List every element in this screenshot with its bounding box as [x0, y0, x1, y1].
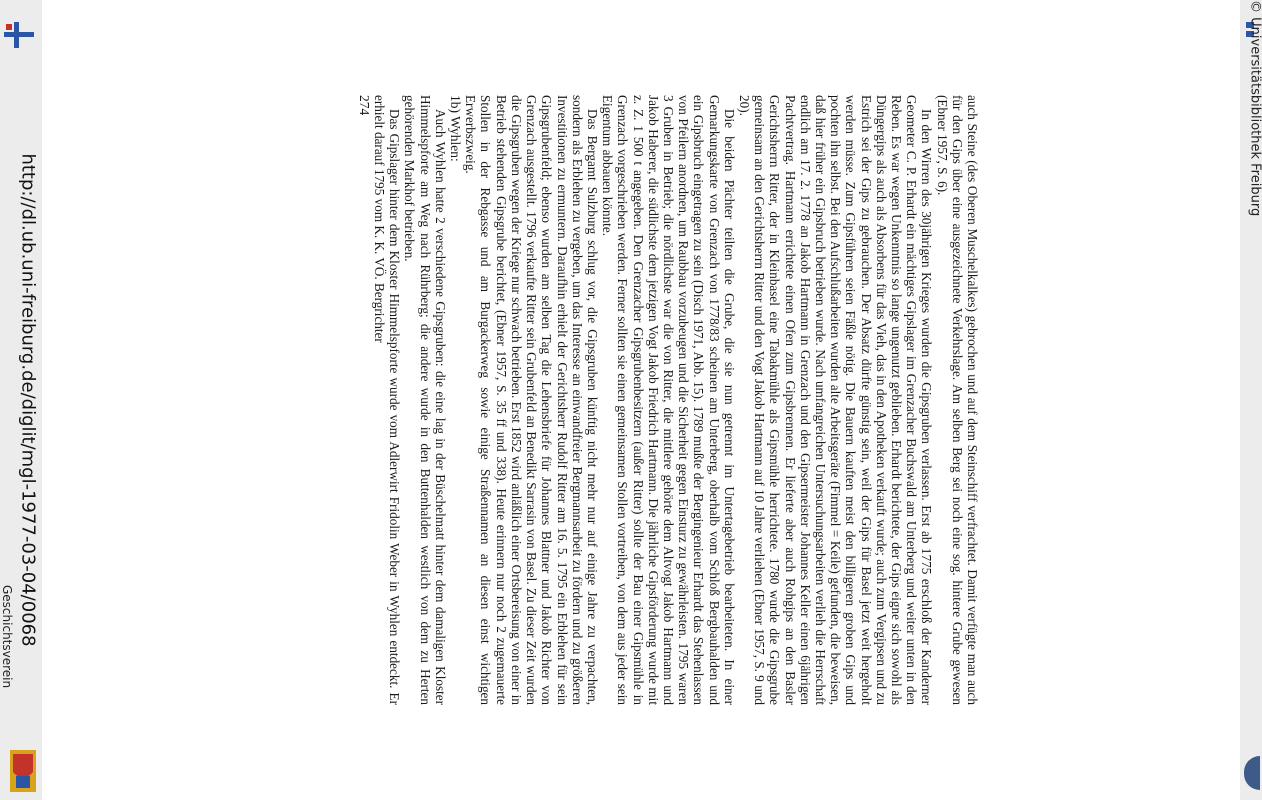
paragraph-2: In den Wirren des 30jährigen Krieges wurden die Gipsgruben verlassen. Erst ab 1775 erschloß der Kanderner Geometer C. P. Erhardt ein mächtiges Gipslager im Grenzacher Buchswald am Unterberg und weiter unten in den Reben. Es war wegen Unkenntnis so lange ungenutzt geblieben. Erhardt berichtete, der Gips eigne sich sowohl als Düngergips als auch als Absorbens für das Vieh, das in den Apotheken verkauft wurde; auch zum Vergipsen und zu Estrich sei der Gips zu gebrauchen. Der Absatz dürfte günstig sein, weil der Gips für Basel jetzt weit hergeholt werden müsse. Zum Gipsführen seien Fäßle nötig. Die Bauern kauften meist den billigeren groben Gips und pochten ihn selbst. Bei den Aufschlußarbeiten wurden alte Arbeitsgeräte (Fimmel = Keile) gefunden, die beweisen, daß hier früher ein Gipsbruch betrieben wurde. Nach umfangreichen Untersuchungsarbeiten verlieh die Herrschaft endlich am 17. 2. 1778 an Jakob Hartmann in Grenzach und den Gipsermeister Johannes Keller einen 6jährigen Pachtvertrag. Hartmann errichtete einen Ofen zum Gipsbrennen. Er lieferte aber auch Rohgips an den Basler Gerichtsherrn Ritter, der in Kleinbasel eine Tabakmühle als Gipsmühle herrichtete. 1780 wurde die Gipsgrube gemeinsam an den Gerichtsherrn Ritter und den Vogt Jakob Hartmann auf 10 Jahre verliehen (Ebner 1957, S. 9 und 20).: [736, 95, 935, 705]
scanned-page: [356, 95, 980, 705]
paragraph-1: auch Steine (des Oberen Muschelkalkes) gebrochen und auf dem Steinschiff verfrachtet. Damit verfügte man auch für den Gips über eine ausgezeichnete Verkehrslage. Am selben Berg sei noch eine sog. hintere Grube gewesen (Ebner 1957, S. 6).: [934, 95, 980, 705]
copyright-notice: © Universitätsbibliothek Freiburg: [1247, 0, 1262, 217]
page-text: [357, 95, 980, 705]
document-url[interactable]: http://dl.ub.uni-freiburg.de/diglit/mgl-1977-03-04/0068: [17, 153, 39, 647]
paragraph-3: Die beiden Pächter teilten die Grube, die sie nun getrennt im Untertagebetrieb bearbeiteten. In einer Gemarkungskarte von Grenzach von 1778/83 scheinen am Unterberg, oberhalb vom Schloß Bergbauhalden und ein Gipsbruch eingetragen zu sein (Disch 1971, Abb. 15). 1789 mußte der Bergingenieur Erhardt das Stehenlassen von Pfeilern anordnen, um Raubbau vorzubeugen und die Sicherheit gegen Einsturz zu gewährleisten. 1795 waren 3 Gruben in Betrieb; die nördlichste war die von Ritter, die mittlere gehörte dem Altvogt Jakob Hartmann und Jakob Haberer, die südlichste dem jetzigen Vogt Jakob Friedrich Hartmann. Die jährliche Gipsförderung wurde mit z. Z. 1 500 t angegeben. Den Grenzacher Gipsgrubenbesitzern (außer Ritter) sollte der Bau einer Gipsmühle in Grenzach vorgeschrieben werden. Ferner sollten sie einen gemeinsamen Stollen vortreiben, von dem aus jeder sein Eigentum abbauen könnte.: [600, 95, 737, 705]
section-paragraph-2: Das Gipslager hinter dem Kloster Himmelspforte wurde vom Adlerwirt Fridolin Weber in Wyhlen entdeckt. Er erhielt darauf 1795 vom K. K. VÖ. Bergrichter: [372, 95, 403, 705]
section-heading: 1b) Wyhlen:: [448, 95, 464, 162]
paragraph-4: Das Bergamt Sulzburg schlug vor, die Gipsgruben künftig nicht mehr nur auf einige Jahre zu verpachten, sondern als Erblehen zu vergeben, um das Interesse an einwandfreier Bergmannsarbeit zu fördern und zu größeren Investitionen zu ermuntern. Daraufhin erhielt der Gerichtsherr Rudolf Ritter am 16. 5. 1795 ein Erblehen für sein Gipsgrubenfeld; ebenso wurden am selben Tag die Lehensbriefe für Johannes Blattner und Jakob Richter von Grenzach ausgestellt. 1796 verkaufte Ritter sein Grubenfeld an Benedikt Sarrasin von Basel. Zu dieser Zeit wurden die Gipsgruben wegen der Kriege nur schwach betrieben. Erst 1852 wird anläßlich einer Ortsbereisung von einer in Betrieb stehenden Gipsgrube berichtet, (Ebner 1957, S. 35 ff und 338). Heute erinnern nur noch 2 zugemauerte Stollen in der Rebgasse und am Burgackerweg sowie einige Straßennamen an diesen einst wichtigen Erwerbszweig.: [463, 95, 600, 705]
page-number: 274: [356, 95, 372, 116]
coat-of-arms-icon: [10, 750, 36, 792]
section-paragraph-1: Auch Wyhlen hatte 2 verschiedene Gipsgruben: die eine lag in der Büschelmatt hinter dem damaligen Kloster Himmelspforte am Weg nach Rührberg; die andere wurde in den Buttenhalden westlich von dem zu Herten gehörenden Markhof betrieben.: [402, 95, 448, 705]
institution-label: Geschichtsverein: [0, 585, 14, 689]
